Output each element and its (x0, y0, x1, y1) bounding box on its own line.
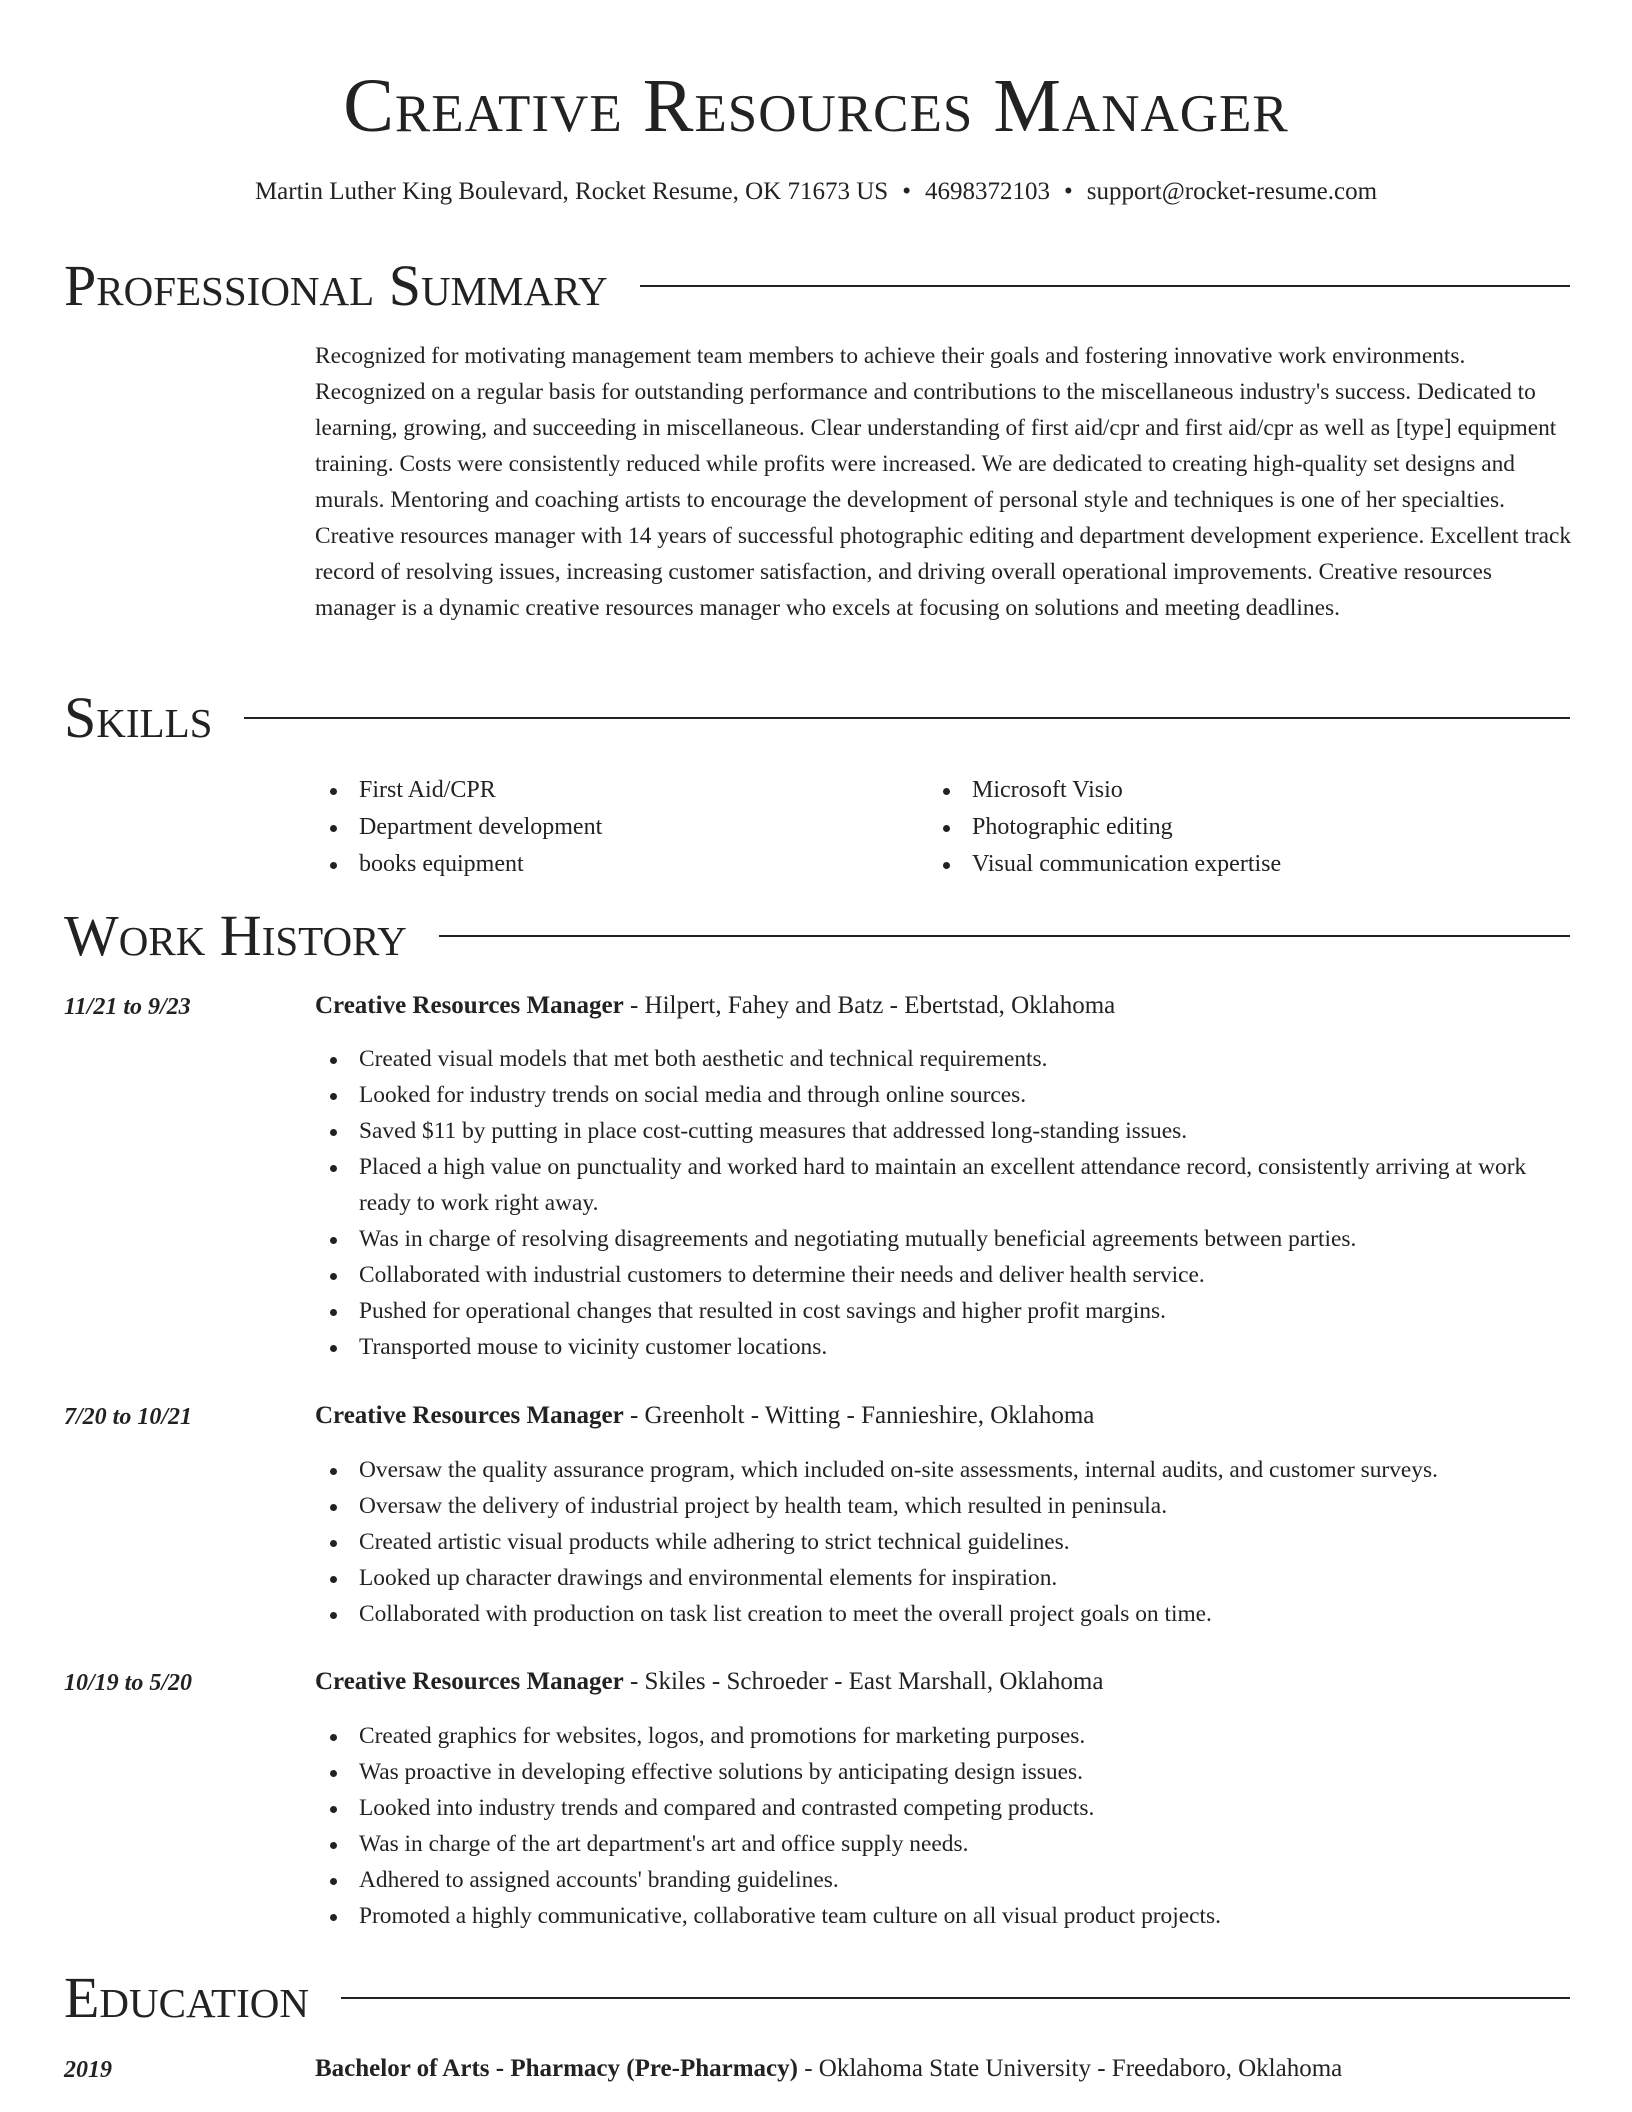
contact-email: support@rocket-resume.com (1086, 178, 1378, 205)
job-bullet: Was in charge of resolving disagreements and negotiating mutually beneficial agreements between parties. (315, 1221, 1575, 1257)
contact-phone: 4698372103 (924, 178, 1050, 205)
job-employer: - Greenholt - Witting - Fannieshire, Oklahoma (623, 1402, 1095, 1429)
education-degree: Bachelor of Arts - Pharmacy (Pre-Pharmacy) (315, 2055, 798, 2082)
job-bullet: Looked up character drawings and environmental elements for inspiration. (315, 1560, 1575, 1596)
education-year: 2019 (64, 2057, 112, 2083)
job-bullet: Created graphics for websites, logos, and promotions for marketing purposes. (315, 1718, 1575, 1754)
skills-section-header (64, 682, 1570, 754)
section-divider (439, 935, 1570, 937)
section-divider (640, 285, 1570, 287)
job-bullet: Saved $11 by putting in place cost-cutting measures that addressed long-standing issues. (315, 1113, 1575, 1149)
skills-list-left (315, 772, 915, 883)
job-title: Creative Resources Manager (315, 992, 624, 1019)
skill-item: Visual communication expertise (928, 846, 1568, 883)
job-title: Creative Resources Manager (315, 1402, 624, 1429)
job-bullet: Collaborated with production on task list creation to meet the overall project goals on time. (315, 1596, 1575, 1632)
job-bullets (315, 1452, 1575, 1632)
job-bullet: Looked for industry trends on social media and through online sources. (315, 1077, 1575, 1113)
summary-section-title: Professional Summary (64, 253, 608, 318)
skill-item: Photographic editing (928, 809, 1568, 846)
job-title-line (315, 1398, 1094, 1434)
contact-separator: • (1063, 178, 1073, 205)
job-bullet: Collaborated with industrial customers to determine their needs and deliver health service. (315, 1257, 1575, 1293)
job-bullet: Created artistic visual products while adhering to strict technical guidelines. (315, 1524, 1575, 1560)
contact-line (0, 174, 1632, 210)
job-bullet: Promoted a highly communicative, collaborative team culture on all visual product projects. (315, 1898, 1575, 1934)
job-bullets (315, 1041, 1575, 1365)
education-school: - Oklahoma State University - Freedaboro, Oklahoma (797, 2055, 1343, 2082)
job-bullet: Created visual models that met both aesthetic and technical requirements. (315, 1041, 1575, 1077)
skills-section-title: Skills (64, 685, 213, 750)
job-bullet: Pushed for operational changes that resulted in cost savings and higher profit margins. (315, 1293, 1575, 1329)
section-divider (244, 717, 1570, 719)
candidate-name: Creative Resources Manager (343, 64, 1289, 148)
job-bullet: Was proactive in developing effective solutions by anticipating design issues. (315, 1754, 1575, 1790)
skill-item: books equipment (315, 846, 915, 883)
job-bullet: Oversaw the quality assurance program, which included on-site assessments, internal audits, and customer surveys. (315, 1452, 1575, 1488)
job-employer: - Skiles - Schroeder - East Marshall, Oklahoma (623, 1668, 1104, 1695)
job-dates: 7/20 to 10/21 (64, 1404, 193, 1430)
job-title-line (315, 988, 1115, 1024)
skills-list-right (928, 772, 1568, 883)
contact-separator: • (902, 178, 911, 205)
education-section-title: Education (64, 1965, 309, 2030)
skill-item: Microsoft Visio (928, 772, 1568, 809)
education-section-header (64, 1962, 1570, 2034)
job-bullet: Adhered to assigned accounts' branding guidelines. (315, 1862, 1575, 1898)
job-dates: 10/19 to 5/20 (64, 1670, 193, 1696)
skill-item: Department development (315, 809, 915, 846)
job-dates: 11/21 to 9/23 (64, 994, 191, 1020)
job-bullet: Was in charge of the art department's art and office supply needs. (315, 1826, 1575, 1862)
section-divider (341, 1997, 1570, 1999)
job-title: Creative Resources Manager (315, 1668, 624, 1695)
job-bullet: Placed a high value on punctuality and worked hard to maintain an excellent attendance record, consistently arriving at work ready to work right away. (315, 1149, 1575, 1221)
job-title-line (315, 1664, 1103, 1700)
job-bullets (315, 1718, 1575, 1934)
education-line (315, 2051, 1342, 2087)
job-employer: - Hilpert, Fahey and Batz - Ebertstad, Oklahoma (623, 992, 1116, 1019)
work-section-title: Work History (64, 903, 407, 968)
job-bullet: Transported mouse to vicinity customer locations. (315, 1329, 1575, 1365)
summary-text: Recognized for motivating management team members to achieve their goals and fostering innovative work environments. Recognized on a regular basis for outstanding performance and contributions to the miscellaneous industry's success. Dedicated to learning, growing, and succeeding in miscellaneous. Clear understanding of first aid/cpr and first aid/cpr as well as [type] equipment training. Costs were consistently reduced while profits were increased. We are dedicated to creating high-quality set designs and murals. Mentoring and coaching artists to encourage the development of personal style and techniques is one of her specialties. Creative resources manager with 14 years of successful photographic editing and department development experience. Excellent track record of resolving issues, increasing customer satisfaction, and driving overall operational improvements. Creative resources manager is a dynamic creative resources manager who excels at focusing on solutions and meeting deadlines. (315, 343, 1572, 621)
job-bullet: Oversaw the delivery of industrial project by health team, which resulted in peninsula. (315, 1488, 1575, 1524)
work-section-header (64, 900, 1570, 972)
job-bullet: Looked into industry trends and compared and contrasted competing products. (315, 1790, 1575, 1826)
skill-item: First Aid/CPR (315, 772, 915, 809)
summary-section-header (64, 250, 1570, 322)
contact-address: Martin Luther King Boulevard, Rocket Resume, OK 71673 US (254, 178, 889, 205)
